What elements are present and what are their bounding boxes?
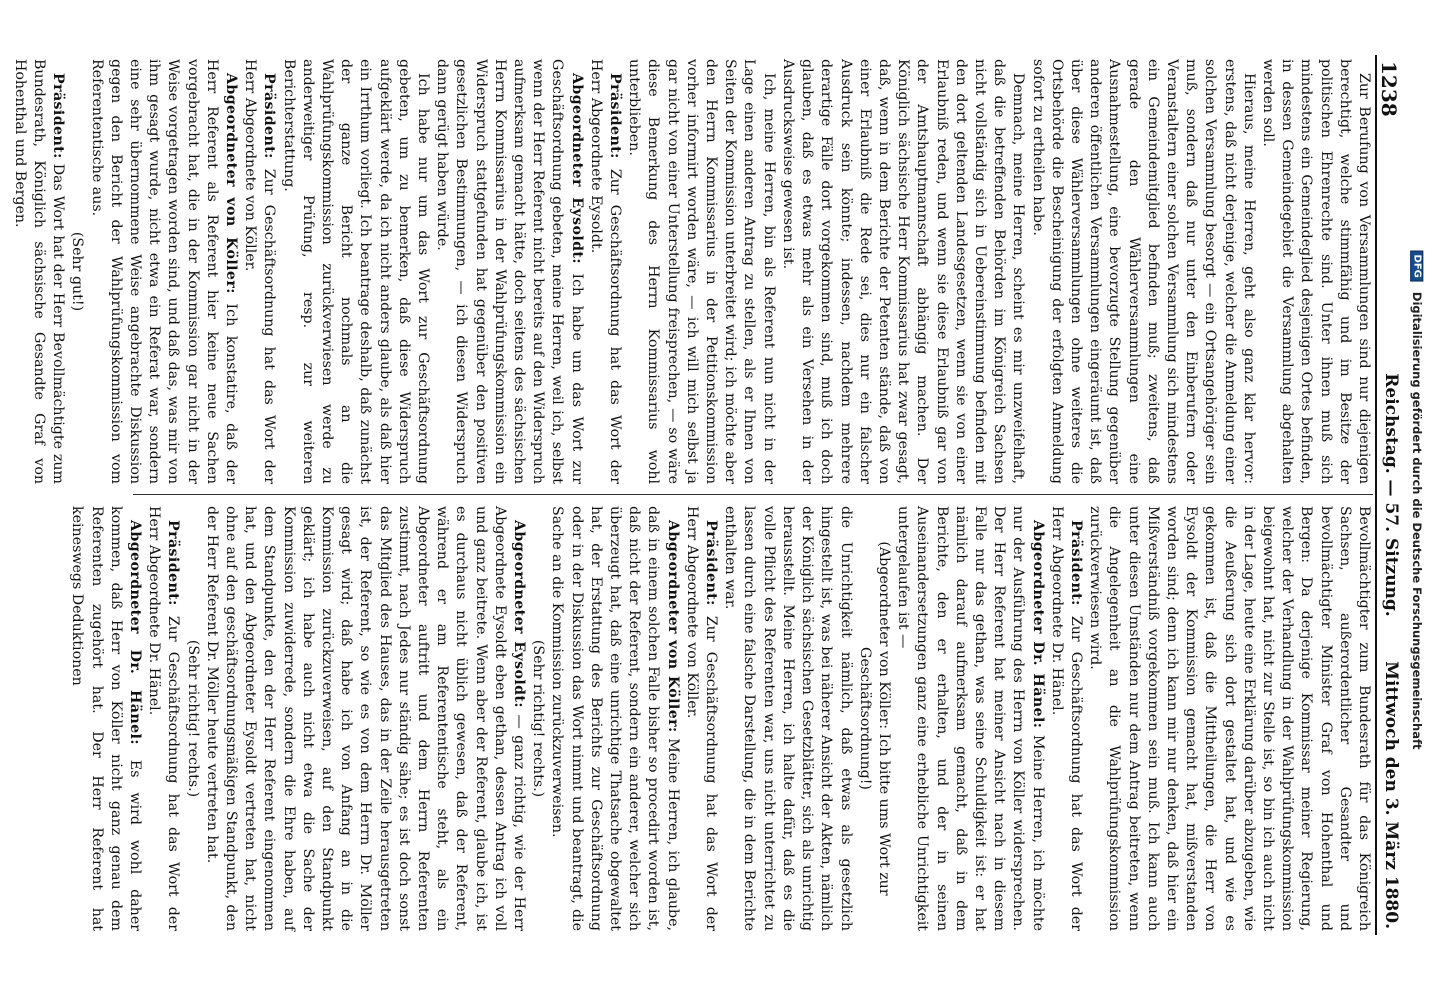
speaker-label: Präsident:: [261, 73, 278, 159]
speaker-label: Abgeordneter Dr. Hänel:: [127, 520, 143, 745]
speech-text: Es wird wohl daher kommen, daß Herr von Köller nicht ganz genau dem Referenten zugehört hat. Der Herr Referent hat keineswegs Deduktionen: [69, 506, 143, 931]
speech-text: Zur Geschäftsordnung hat das Wort der Herr Abgeordnete von Köller.: [242, 59, 278, 484]
page-header: [1375, 55, 1405, 935]
speech: [202, 506, 528, 931]
paragraph: Bevollmächtigter zum Bundesrath für das Königreich Sachsen, außerordentlicher Gesandter und bevollmächtigter Minister Graf von Hohenthal und Bergen: Da derjenige Kommissar meiner Regierung, welcher der Verhandlung in der Wahlprüfungskommission beigewohnt hat, nicht zur Stelle ist, so bin ich auch nicht in der Lage, heute eine Erklärung darüber abzugeben, wie die Aeußerung sich dort gestaltet hat, und wie es gekommen ist, daß die Mittheilungen, die Herr von Eysoldt der Kommission gemacht hat, mißverstanden worden sind; denn ich kann mir nur denken, daß hier ein Mißverständniß vorgekommen sein muß. Ich kann auch unter diesen Umständen nur dem Antrag beitreten, wenn die Angelegenheit an die Wahlprüfungskommission zurückverwiesen wird.: [1087, 506, 1372, 931]
speech-text: Das Wort hat der Herr Bevollmächtigte zum Bundesrath, Königlich sächsische Gesandte Graf von Hohenthal und Bergen.: [11, 59, 67, 484]
speech-text: Ich konstatire, daß der Herr Referent als Referent hier keine neue Sachen vorgebracht hat, die in der Kommission gar nicht in der Weise vorgetragen worden sind, und daß das, was mir von ihm gesagt wurde, nicht etwa ein Referat war, sondern eine sehr übernommene Weise angebrachte Diskussion gegen den Bericht der Wahlprüfungskommission vom Referententische aus.: [88, 59, 240, 485]
speech: [67, 506, 144, 931]
speech-text: Zur Geschäftsordnung hat das Wort der Herr Abgeordnete von Köller.: [683, 506, 720, 931]
speech: [893, 506, 1047, 931]
paragraph: Ich, meine Herren, bin als Referent nun nicht in der Lage einen anderen Antrag zu stellen, als er Ihnen von Seiten der Kommission unterbreitet wird; ich möchte aber den Herrn Kommissarius in der Petitionskommission vorher informirt worden wäre, — ich will mich selbst ja gar nicht von einer Unterstellung freisprechen, — so wäre diese Bemerkung des Herrn Kommissarius wohl unterblieben.: [626, 59, 777, 484]
speech: [144, 506, 182, 931]
speaker-label: Abgeordneter Dr. Hänel:: [1029, 520, 1046, 729]
footer-inner: [1410, 251, 1425, 750]
left-column: [11, 59, 1373, 485]
speech: [586, 59, 624, 484]
speaker-label: Abgeordneter Eysoldt:: [511, 520, 528, 709]
header-title: Reichstag. — 57. Sitzung.: [1381, 373, 1401, 617]
paragraph: die Unrichtigkeit nämlich, daß etwas als gesetzlich hingestellt ist, was bei näherer Ansicht der Akten, nämlich der Königlich sächsischen Gesetzblätter, sich als unrichtig herausstellt. Meine Herren, ich halte dafür, daß es die volle Pflicht des Referenten war, uns nicht unterrichtet zu lassen durch eine falsche Darstellung, die in dem Berichte enthalten war.: [722, 506, 854, 931]
speaker-label: Abgeordneter von Köller:: [664, 520, 681, 733]
page-footer: [1402, 0, 1432, 1000]
speech: [86, 59, 240, 484]
speech-text: Ich habe um das Wort zur Geschäftsordnung gebeten, meine Herren, weil ich, selbst wenn der Herr Referent nicht bereits auf den Widerspruch aufmerksam gemacht hätte, doch seitens des sächsischen Herrn Kommissarius in der Wahlprüfungskommission ein Widerspruch stattgefunden hat gegenüber den positiven gesetzlichen Bestimmungen, — ich diesen Widerspruch dann gerügt haben würde.: [434, 59, 585, 485]
speech: [1047, 506, 1085, 931]
right-column: [69, 506, 1373, 932]
speech-text: Zur Geschäftsordnung hat das Wort der Herr Abgeordnete Eysoldt.: [587, 59, 624, 484]
reaction: (Sehr richtig! rechts.): [530, 639, 547, 798]
speech-text: Zur Geschäftsordnung hat das Wort der Herr Abgeordnete Dr. Hänel.: [146, 506, 182, 931]
page-number: 1238: [1377, 61, 1401, 117]
paragraph: Ich habe nur um das Wort zur Geschäftsordnung gebeten, um zu bemerken, daß diese Widerspruch aufgeklärt werde, da ich nicht anders glaube, als daß hier ein Irrthum vorliegt. Ich beantrage deshalb, daß zunächst der ganze Bericht nochmals an die Wahlprüfungskommission zurückverwiesen werde zu anderweitiger Prüfung, resp. zur weiteren Berichterstattung.: [280, 59, 432, 484]
header-date: Mittwoch den 3. März 1880.: [1381, 661, 1401, 929]
speaker-label: Präsident:: [607, 73, 624, 159]
speech-text: Meine Herren, ich möchte nur der Ausführung des Herrn von Köller widersprechen. Der Herr Referent hat meiner Ansicht nach in diesem Falle nur das gethan, was seine Schuldigkeit ist: er hat nämlich darauf aufmerksam gemacht, daß in dem Berichte, den er erhalten, und der in seinen Auseinandersetzungen ganz eine erhebliche Unrichtigkeit untergelaufen ist —: [895, 506, 1046, 931]
speech-text: Meine Herren, ich glaube, daß in einem solchen Falle bisher so procedirt worden ist, daß nicht der Referent, sondern ein anderer, welcher sich überzeugt hat, daß eine unrichtige Thatsache obgewaltet hat, der Erstattung des Berichts zur Geschäftsordnung oder in der Diskussion das Wort nimmt und beantragt, die Sache an die Kommission zurückzuverweisen.: [549, 506, 681, 931]
paragraph: Zur Berufung von Versammlungen sind nur diejenigen berechtigt, welche stimmfähig und im Besitze der politischen Ehrenrechte sind. Unter ihnen muß sich mindestens ein Gemeindeglied desjenigen Ortes befinden, in dessen Gemeindegebiet die Versammlung abgehalten werden soll.: [1259, 59, 1372, 484]
speech-text: — ganz richtig, wie der Herr Abgeordnete Eysoldt eben gethan, dessen Antrag ich voll und ganz beitrete. Wenn aber der Referent, glaube ich, ist es durchaus nicht üblich gewesen, daß der Referent, während er am Referententische steht, als ein Abgeordneter auftritt und dem Herrn Referenten zustimmt, nach Jedes nur ständig sähe; es ist doch sonst das Mitglied des Hauses, das in der Zeile herausgetreten ist, der Referent, so wie es von dem Herrn Dr. Möller gesagt wird; daß habe ich von Anfang an in die Kommission zurückzuverweisen, auf den Standpunkt geklärt; ich habe auch nicht etwa die Sache der Kommission zuwiderrede, sondern die Ehre haben, auf dem Standpunkte, den der Herr Referent eingenommen hat, und den Abgeordneter Eysoldt vertreten hat, nicht ohne auf den geschäftsordnungsmäßigen Standpunkt, den der Herr Referent Dr. Möller heute vertreten hat.: [203, 506, 528, 932]
speech: [240, 59, 278, 484]
speaker-label: Präsident:: [165, 520, 182, 606]
paragraph: Demnach, meine Herren, scheint es mir unzweifelhaft, daß die betreffenden Behörden im Königreich Sachsen nicht vollständig sich in Uebereinstimmung befinden mit den dort geltenden Landesgesetzen, wenn sie von einer Erlaubniß reden, und wenn sie diese Erlaubniß gar von der Amtshauptmannschaft abhängig machen. Der Königlich sächsische Herr Kommissarius hat zwar gesagt, daß, wenn in dem Berichte der Petenten stände, daß von einer Erlaubniß die Rede sei, dies nur ein falscher Ausdruck sein könnte; indessen, nachdem mehrere derartige Fälle dort vorgekommen sind, muß ich doch glauben, daß es etwas mehr als ein Versehen in der Ausdrucksweise gewesen ist.: [779, 59, 1027, 484]
speaker-label: Abgeordneter von Köller:: [223, 73, 240, 294]
paragraph: Hieraus, meine Herren, geht also ganz klar hervor: erstens, daß nicht derjenige, welcher die Anmeldung einer solchen Versammlung besorgt — ein Ortsangehöriger sein muß, sondern daß nur unter den Einberufern oder Veranstaltern einer solchen Versammlung sich mindestens ein Gemeindemitglied befinden muß; zweitens, daß gerade den Wählerversammlungen eine Ausnahmestellung, eine bevorzugte Stellung gegenüber anderen öffentlichen Versammlungen eingeräumt ist, daß über diese Wählerversammlungen ohne weiteres die Ortsbehörde die Bescheinigung der erfolgten Anmeldung sofort zu ertheilen habe.: [1029, 59, 1257, 484]
speech: [10, 59, 68, 484]
speaker-label: Präsident:: [703, 520, 720, 606]
reaction: (Sehr gut!): [69, 231, 86, 312]
speaker-label: Abgeordneter Eysoldt:: [568, 73, 585, 265]
speech: [432, 59, 586, 484]
speech: [547, 506, 681, 931]
speaker-label: Präsident:: [50, 73, 67, 159]
speech: [682, 506, 720, 931]
dfg-logo: DFG: [1410, 251, 1423, 282]
reaction: (Sehr richtig! rechts.): [184, 639, 201, 798]
speaker-label: Präsident:: [1067, 520, 1084, 606]
document-page: [11, 55, 1405, 935]
speech-text: Zur Geschäftsordnung hat das Wort der Herr Abgeordnete Dr. Hänel.: [1048, 506, 1084, 931]
footer-credit-text: Digitalisierung gefördert durch die Deutsche Forschungsgemeinschaft: [1409, 291, 1424, 750]
column-divider: [133, 494, 1373, 495]
reaction: (Abgeordneter von Köller: Ich bitte ums Wort zur Geschäftsordnung!): [856, 541, 892, 896]
